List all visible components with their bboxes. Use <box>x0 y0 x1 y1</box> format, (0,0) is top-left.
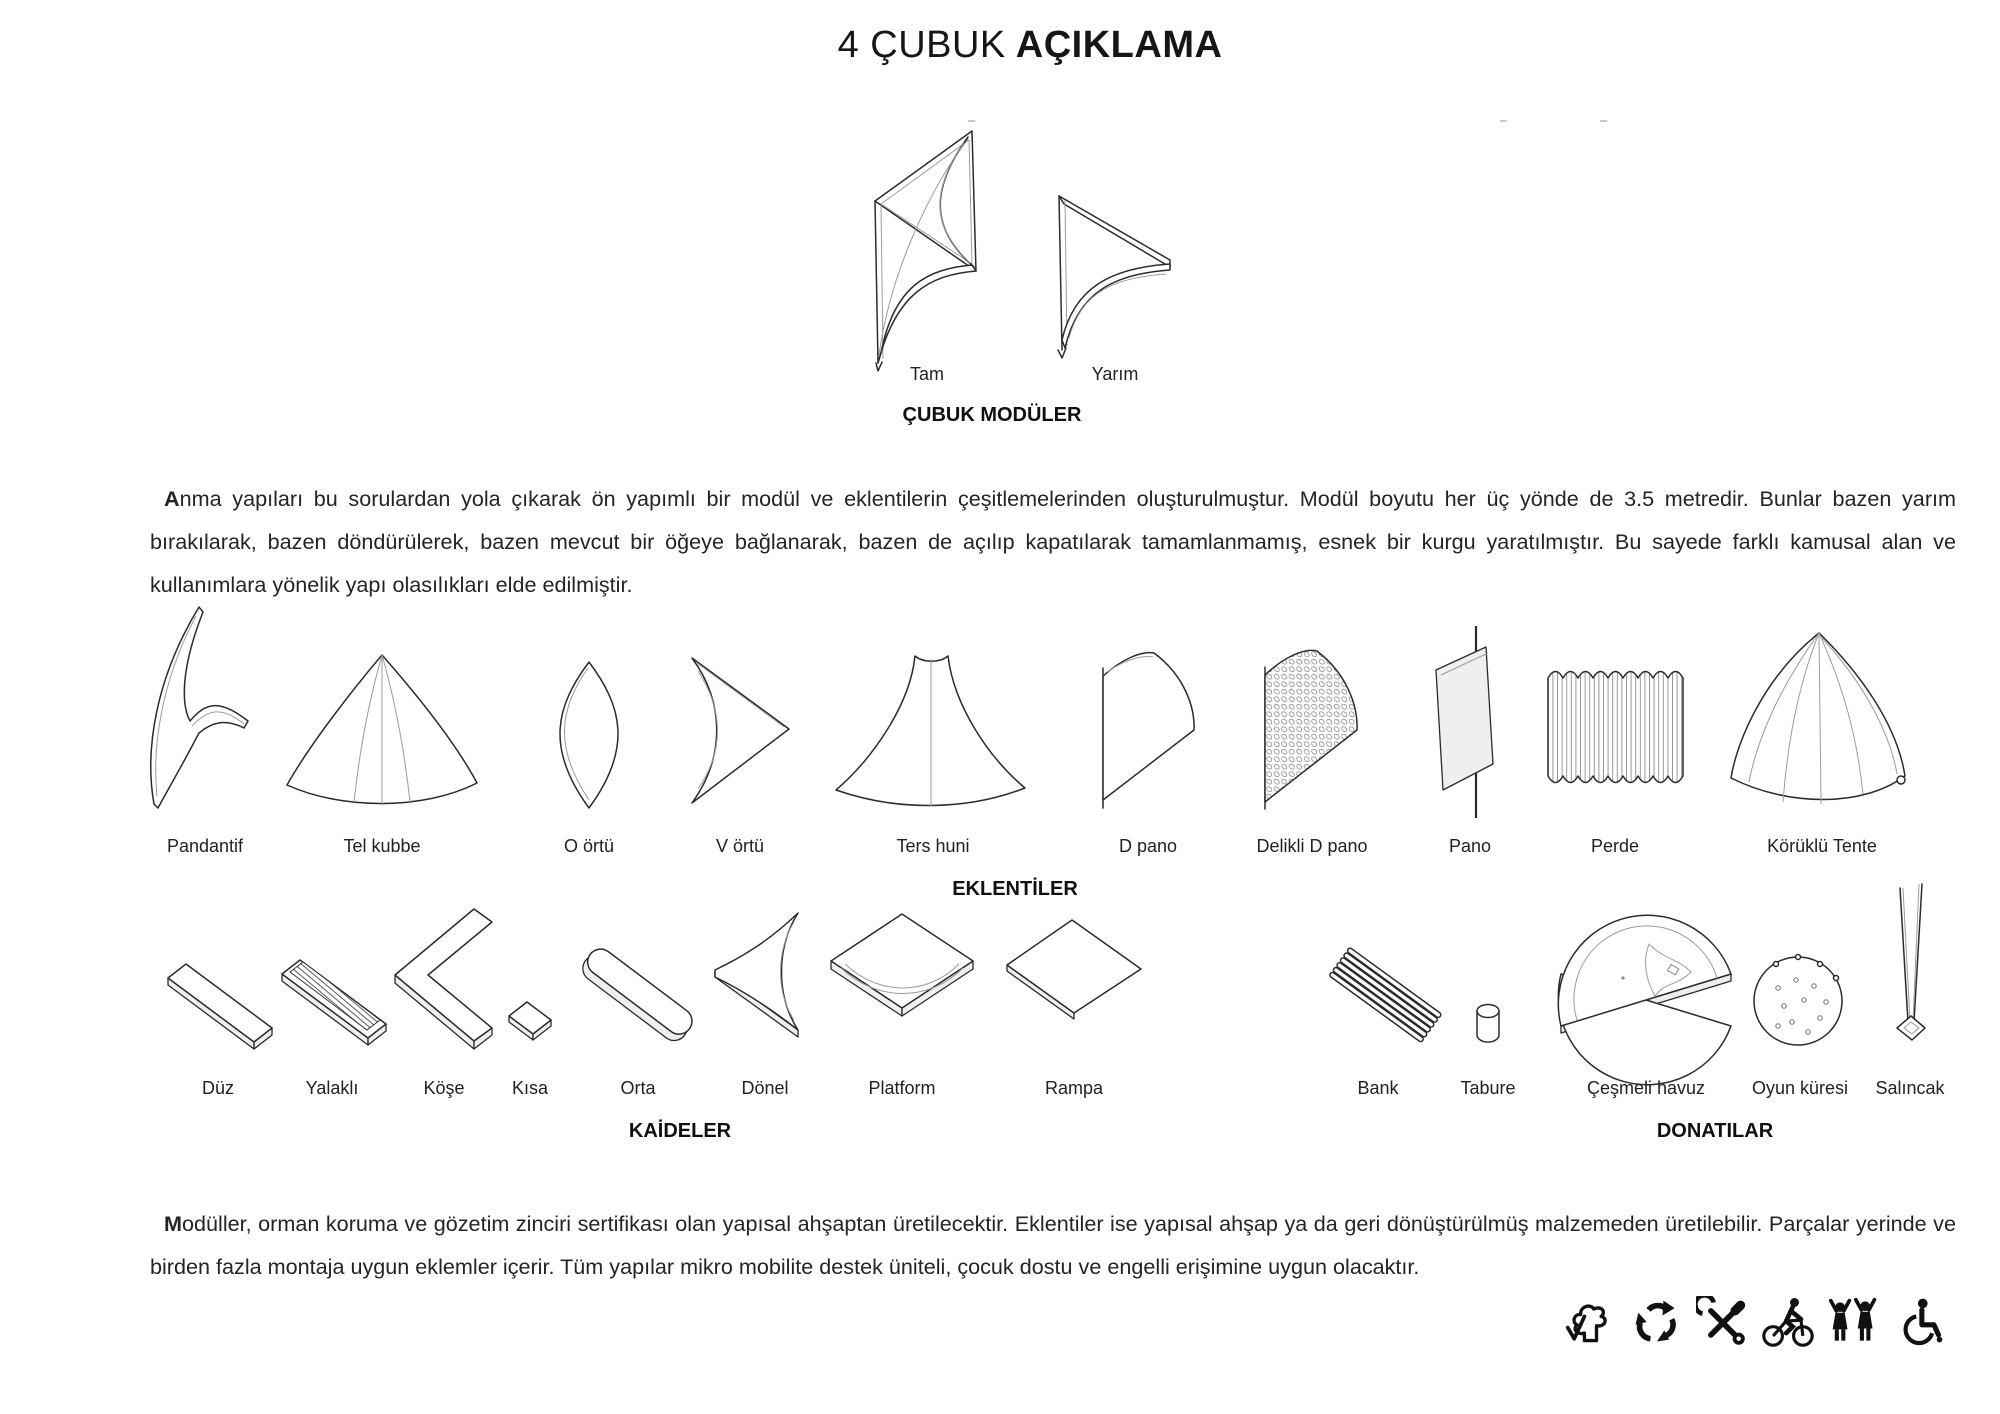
tabure-drawing <box>1474 1002 1502 1046</box>
kisa-drawing <box>504 996 556 1046</box>
figure-perde <box>1546 648 1684 806</box>
figure-label-yalakli: Yalaklı <box>305 1078 359 1098</box>
recycle-icon <box>1630 1296 1682 1348</box>
figure-label-pano: Pano <box>1448 836 1492 856</box>
figure-label-orta: Orta <box>620 1078 656 1098</box>
tel-kubbe-drawing <box>282 652 482 813</box>
section-heading-donatilar: DONATILAR <box>1656 1120 1774 1142</box>
tick-mark <box>1500 120 1507 122</box>
o-ortu-drawing <box>543 660 635 810</box>
figure-label-yarim: Yarım <box>1091 364 1139 384</box>
figure-label-o-ortu: O örtü <box>563 836 615 856</box>
figure-pano <box>1432 626 1510 818</box>
tools-icon <box>1696 1296 1748 1348</box>
cyclist-icon <box>1762 1296 1814 1348</box>
kose-drawing <box>388 905 500 1051</box>
figure-tel-kubbe <box>282 652 482 813</box>
pano-drawing <box>1432 626 1510 818</box>
figure-ters-huni <box>830 650 1030 810</box>
figure-label-delikli-d-pano: Delikli D pano <box>1256 836 1368 856</box>
figure-platform <box>827 910 977 1022</box>
figure-yalakli <box>276 950 388 1042</box>
pictogram-row <box>1564 1296 1946 1348</box>
oyun-kuresi-drawing <box>1748 952 1852 1048</box>
figure-label-oyun-kuresi: Oyun küresi <box>1751 1078 1849 1098</box>
donel-drawing <box>710 908 820 1042</box>
page-title-regular: 4 ÇUBUK <box>837 24 1006 66</box>
materials-paragraph <box>150 1202 1956 1288</box>
figure-delikli-d-pano <box>1258 643 1362 813</box>
section-heading-kaideler: KAİDELER <box>628 1120 732 1142</box>
platform-drawing <box>827 910 977 1022</box>
d-pano-drawing <box>1096 646 1201 810</box>
figure-label-tam: Tam <box>909 364 945 384</box>
perde-drawing <box>1546 648 1684 806</box>
yarim-module-drawing <box>1052 188 1174 375</box>
materials-lead: M <box>164 1210 182 1236</box>
children-icon <box>1828 1296 1880 1348</box>
figure-v-ortu <box>688 655 792 807</box>
figure-koruklu-tente <box>1727 630 1915 808</box>
figure-kose <box>388 905 500 1051</box>
figure-tam <box>868 125 990 375</box>
salincak-drawing <box>1892 882 1928 1044</box>
figure-label-kose: Köşe <box>423 1078 465 1098</box>
cesmeli-havuz-drawing <box>1553 908 1739 1050</box>
figure-label-platform: Platform <box>868 1078 936 1098</box>
forest-certified-icon <box>1564 1296 1616 1348</box>
figure-label-cesmeli-havuz: Çeşmeli havuz <box>1586 1078 1706 1098</box>
figure-label-duz: Düz <box>201 1078 235 1098</box>
figure-orta <box>574 944 702 1044</box>
materials-text: odüller, orman koruma ve gözetim zinciri sertifikası olan yapısal ahşaptan üretilecektir. Eklentiler ise yapısal ahşap ya da geri dönüştürülmüş malzemeden üretilebilir. Parçalar yerinde ve birden fazla montaja uygun eklemler içerir. Tüm yapılar mikro mobilite destek üniteli, çocuk dostu ve engelli erişimine uygun olacaktır. <box>150 1210 1956 1279</box>
pandantif-drawing <box>146 604 252 810</box>
figure-label-koruklu-tente: Körüklü Tente <box>1767 836 1877 856</box>
figure-label-tel-kubbe: Tel kubbe <box>343 836 421 856</box>
figure-label-pandantif: Pandantif <box>166 836 244 856</box>
yalakli-drawing <box>276 950 388 1042</box>
figure-salincak <box>1892 882 1928 1044</box>
figure-label-tabure: Tabure <box>1460 1078 1516 1098</box>
figure-rampa <box>1004 917 1144 1021</box>
section-heading-cubuk-moduler: ÇUBUK MODÜLER <box>902 404 1082 426</box>
rampa-drawing <box>1004 917 1144 1021</box>
figure-donel <box>710 908 820 1042</box>
koruklu-tente-drawing <box>1727 630 1915 808</box>
figure-label-kisa: Kısa <box>511 1078 549 1098</box>
intro-paragraph <box>150 477 1956 606</box>
figure-label-d-pano: D pano <box>1118 836 1178 856</box>
figure-kisa <box>504 996 556 1046</box>
wheelchair-icon <box>1894 1296 1946 1348</box>
intro-lead: A <box>164 485 180 511</box>
figure-oyun-kuresi <box>1748 952 1852 1048</box>
delikli-d-pano-drawing <box>1258 643 1362 813</box>
figure-duz <box>162 956 274 1046</box>
figure-label-bank: Bank <box>1357 1078 1399 1098</box>
bank-drawing <box>1325 964 1431 1046</box>
figure-cesmeli-havuz <box>1553 908 1739 1050</box>
figure-label-salincak: Salıncak <box>1875 1078 1945 1098</box>
figure-label-perde: Perde <box>1590 836 1640 856</box>
section-heading-eklentiler: EKLENTİLER <box>952 878 1078 900</box>
v-ortu-drawing <box>688 655 792 807</box>
duz-drawing <box>162 956 274 1046</box>
tick-mark <box>968 120 975 122</box>
figure-d-pano <box>1096 646 1201 810</box>
figure-pandantif <box>146 604 252 810</box>
orta-drawing <box>574 944 702 1044</box>
figure-label-v-ortu: V örtü <box>715 836 765 856</box>
ters-huni-drawing <box>830 650 1030 810</box>
tam-module-drawing <box>868 125 990 375</box>
figure-o-ortu <box>543 660 635 810</box>
figure-label-ters-huni: Ters huni <box>896 836 970 856</box>
intro-text: nma yapıları bu sorulardan yola çıkarak ön yapımlı bir modül ve eklentilerin çeşitlemelerinden oluşturulmuştur. Modül boyutu her üç yönde de 3.5 metredir. Bunlar bazen yarım bırakılarak, bazen döndürülerek, bazen mevcut bir öğeye bağlanarak, bazen de açılıp kapatılarak tamamlanmamış, esnek bir kurgu yaratılmıştır. Bu sayede farklı kamusal alan ve kullanımlara yönelik yapı olasılıkları elde edilmiştir. <box>150 485 1956 597</box>
page-title-bold: AÇIKLAMA <box>1015 24 1223 66</box>
tick-mark <box>1600 120 1607 122</box>
page-title <box>838 24 1223 67</box>
figure-tabure <box>1474 1002 1502 1046</box>
figure-bank <box>1325 964 1431 1046</box>
figure-label-rampa: Rampa <box>1044 1078 1104 1098</box>
figure-yarim <box>1052 188 1174 375</box>
figure-label-donel: Dönel <box>741 1078 789 1098</box>
